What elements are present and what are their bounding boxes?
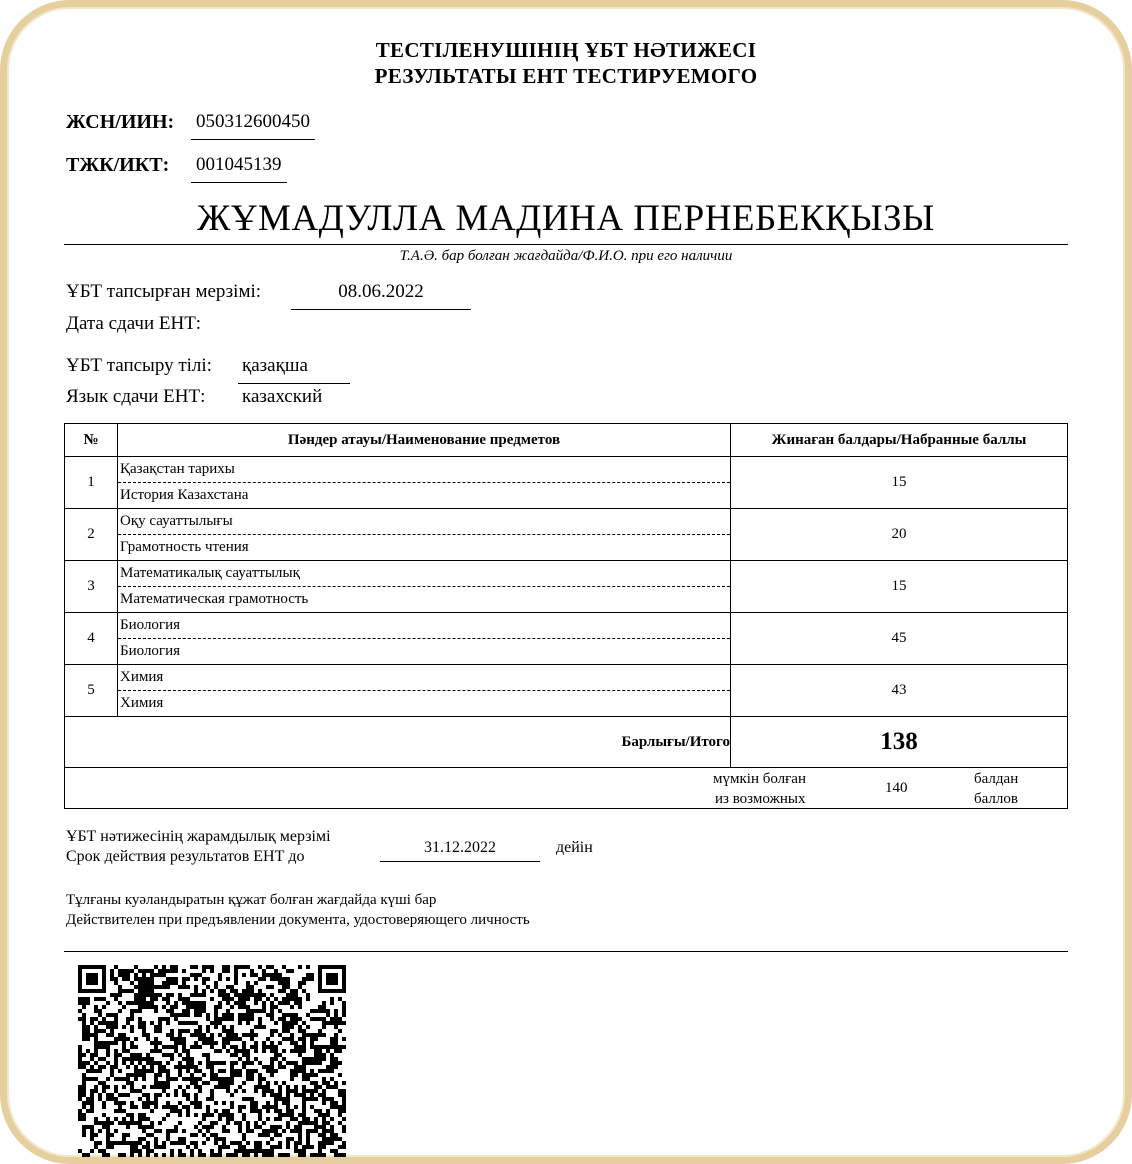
- subject-name-kz: Химия: [118, 665, 730, 691]
- exam-lang-label-ru: Язык сдачи ЕНТ:: [66, 386, 206, 407]
- subject-name-ru: История Казахстана: [120, 487, 249, 503]
- subject-score: 45: [731, 613, 1068, 665]
- row-num: 2: [65, 509, 118, 561]
- subject-score: 43: [731, 665, 1068, 717]
- max-row: [65, 768, 1068, 809]
- max-prefix-kz: мүмкін болған: [713, 771, 806, 787]
- subject-cell: [118, 561, 731, 613]
- name-caption: Т.А.Ә. бар болған жағдайда/Ф.И.О. при его наличии: [399, 248, 733, 264]
- subject-score: 15: [731, 561, 1068, 613]
- subject-name-ru: Химия: [120, 695, 164, 711]
- table-row: [65, 457, 1068, 509]
- row-num: 3: [65, 561, 118, 613]
- subject-score: 20: [731, 509, 1068, 561]
- exam-lang-value-kz: қазақша: [238, 355, 350, 384]
- exam-lang-label-kz: ҰБТ тапсыру тілі:: [66, 355, 212, 376]
- total-label: Барлығы/Итого: [65, 717, 731, 768]
- note-kz: Тұлғаны куәландыратын құжат болған жағдайда күші бар: [66, 892, 437, 908]
- validity-date: 31.12.2022: [380, 839, 540, 862]
- table-row: [65, 665, 1068, 717]
- subject-name-kz: Математикалық сауаттылық: [118, 561, 730, 587]
- table-row: [65, 613, 1068, 665]
- ikt-value: 001045139: [191, 154, 287, 183]
- exam-date-label-kz: ҰБТ тапсырған мерзімі:: [66, 281, 262, 302]
- row-num: 4: [65, 613, 118, 665]
- exam-lang-value-ru: казахский: [242, 386, 323, 407]
- max-cell: [65, 768, 1068, 809]
- max-prefix-ru: из возможных: [715, 791, 806, 807]
- row-num: 1: [65, 457, 118, 509]
- subject-cell: [118, 457, 731, 509]
- col-header-subject: Пәндер атауы/Наименование предметов: [118, 424, 731, 457]
- subject-cell: [118, 665, 731, 717]
- max-value: 140: [885, 780, 908, 796]
- subject-cell: [118, 613, 731, 665]
- subject-name-ru: Грамотность чтения: [120, 539, 249, 555]
- total-row: [65, 717, 1068, 768]
- validity-suffix: дейін: [556, 839, 593, 856]
- validity-label-kz: ҰБТ нәтижесінің жарамдылық мерзімі: [66, 828, 331, 845]
- bottom-divider: [64, 951, 1068, 952]
- qr-code-icon: [78, 965, 348, 1157]
- subject-name-kz: Биология: [118, 613, 730, 639]
- max-suffix-kz: балдан: [974, 771, 1019, 787]
- table-row: [65, 561, 1068, 613]
- title-kz: ТЕСТІЛЕНУШІНІҢ ҰБТ НӘТИЖЕСІ: [375, 38, 757, 62]
- subject-cell: [118, 509, 731, 561]
- iin-value: 050312600450: [191, 111, 315, 140]
- name-underline: [64, 244, 1068, 245]
- subject-name-kz: Оқу сауаттылығы: [118, 509, 730, 535]
- table-header-row: [65, 424, 1068, 457]
- table-row: [65, 509, 1068, 561]
- full-name: ЖҰМАДУЛЛА МАДИНА ПЕРНЕБЕКҚЫЗЫ: [197, 198, 935, 239]
- exam-date-label-ru: Дата сдачи ЕНТ:: [66, 313, 202, 334]
- col-header-score: Жинаған балдары/Набранные баллы: [731, 424, 1068, 457]
- col-header-num: №: [65, 424, 118, 457]
- max-suffix-ru: баллов: [974, 791, 1018, 807]
- validity-label-ru: Срок действия результатов ЕНТ до: [66, 848, 305, 865]
- ikt-label: ТЖК/ИКТ:: [66, 154, 170, 176]
- subject-score: 15: [731, 457, 1068, 509]
- title-ru: РЕЗУЛЬТАТЫ ЕНТ ТЕСТИРУЕМОГО: [374, 64, 758, 88]
- exam-date-value: 08.06.2022: [291, 281, 471, 310]
- note-ru: Действителен при предъявлении документа, удостоверяющего личность: [66, 912, 530, 928]
- results-table: [64, 423, 1068, 809]
- row-num: 5: [65, 665, 118, 717]
- subject-name-ru: Математическая грамотность: [120, 591, 309, 607]
- subject-name-kz: Қазақстан тарихы: [118, 457, 730, 483]
- subject-name-ru: Биология: [120, 643, 181, 659]
- iin-label: ЖСН/ИИН:: [66, 111, 175, 133]
- total-value: 138: [731, 717, 1068, 768]
